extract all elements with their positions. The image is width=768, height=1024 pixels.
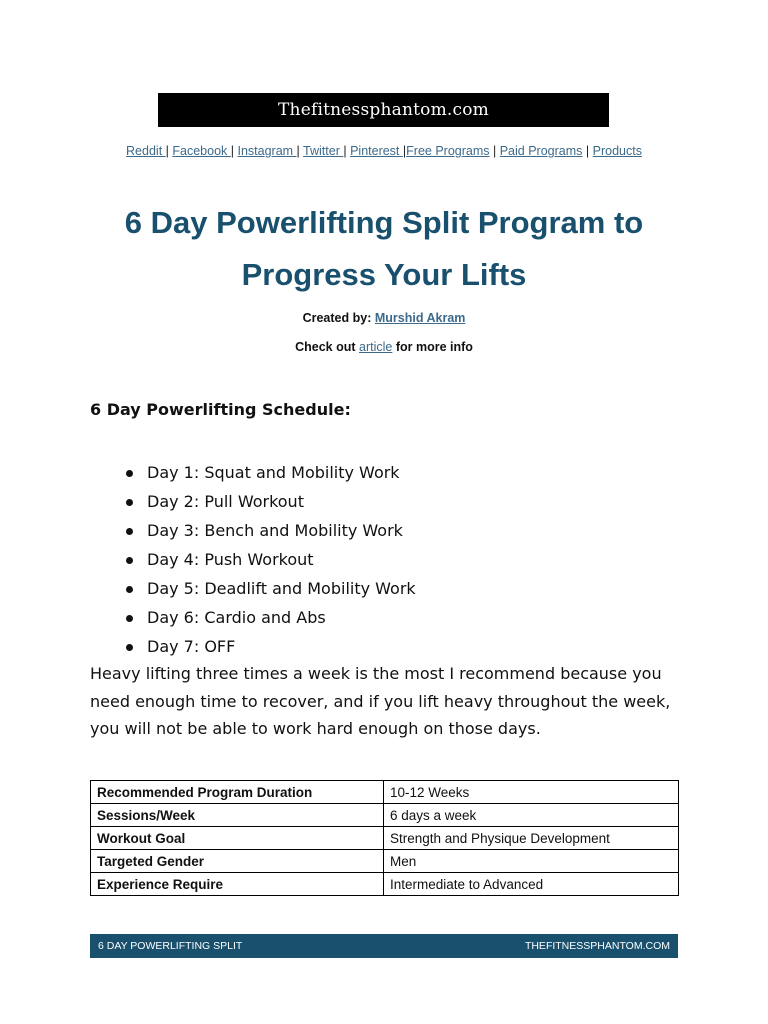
schedule-heading: 6 Day Powerlifting Schedule:: [90, 400, 351, 419]
list-item: [90, 605, 416, 634]
link-separator: |: [585, 144, 590, 158]
site-banner: [158, 93, 609, 127]
schedule-list: [90, 460, 416, 663]
list-item: [90, 518, 416, 547]
article-line: [0, 340, 768, 354]
link-separator: |: [165, 144, 169, 158]
list-item-text: Day 5: Deadlift and Mobility Work: [147, 579, 416, 598]
list-item-text: Day 7: OFF: [147, 637, 236, 656]
link-separator: |: [230, 144, 234, 158]
link-twitter[interactable]: Twitter: [303, 144, 344, 158]
list-item: [90, 547, 416, 576]
link-separator: |: [296, 144, 300, 158]
table-cell-value: Men: [384, 850, 679, 873]
social-links-bar: [0, 144, 768, 158]
article-link[interactable]: article: [359, 340, 393, 354]
table-cell-key: Targeted Gender: [91, 850, 384, 873]
list-item-text: Day 1: Squat and Mobility Work: [147, 463, 400, 482]
article-prefix: Check out: [295, 340, 356, 354]
table-row: [91, 804, 679, 827]
list-item-text: Day 6: Cardio and Abs: [147, 608, 326, 627]
body-paragraph: Heavy lifting three times a week is the most I recommend because you need enough time to recover, and if you lift heavy throughout the week, you will not be able to work hard enough on those days.: [90, 664, 671, 738]
program-info-table: [90, 780, 679, 896]
table-cell-value: 6 days a week: [384, 804, 679, 827]
page-title-line-2: Progress Your Lifts: [241, 257, 527, 292]
bullet-icon: [126, 470, 133, 477]
author-label: Created by:: [302, 311, 372, 325]
article-suffix: for more info: [395, 340, 473, 354]
table-cell-key: Sessions/Week: [91, 804, 384, 827]
table-row: [91, 781, 679, 804]
bullet-icon: [126, 644, 133, 651]
table-cell-key: Recommended Program Duration: [91, 781, 384, 804]
page-title-line-1: 6 Day Powerlifting Split Program to: [124, 205, 644, 240]
table-cell-value: 10-12 Weeks: [384, 781, 679, 804]
list-item-text: Day 3: Bench and Mobility Work: [147, 521, 403, 540]
link-instagram[interactable]: Instagram: [237, 144, 297, 158]
list-item: [90, 489, 416, 518]
link-free-programs[interactable]: Free Programs: [406, 144, 490, 158]
link-separator: |: [343, 144, 347, 158]
link-paid-programs[interactable]: Paid Programs: [499, 144, 583, 158]
list-item-text: Day 2: Pull Workout: [147, 492, 304, 511]
author-link[interactable]: Murshid Akram: [374, 311, 466, 325]
link-pinterest[interactable]: Pinterest: [350, 144, 403, 158]
link-facebook[interactable]: Facebook: [172, 144, 231, 158]
page-footer: [90, 934, 678, 958]
table-cell-key: Experience Require: [91, 873, 384, 896]
bullet-icon: [126, 499, 133, 506]
bullet-icon: [126, 586, 133, 593]
author-line: [0, 311, 768, 325]
table-cell-value: Intermediate to Advanced: [384, 873, 679, 896]
list-item-text: Day 4: Push Workout: [147, 550, 314, 569]
bullet-icon: [126, 557, 133, 564]
list-item: [90, 576, 416, 605]
table-cell-value: Strength and Physique Development: [384, 827, 679, 850]
site-banner-text: Thefitnessphantom.com: [278, 100, 489, 120]
link-separator: |: [492, 144, 497, 158]
footer-right-text: THEFITNESSPHANTOM.COM: [524, 940, 670, 952]
footer-left-text: 6 DAY POWERLIFTING SPLIT: [98, 940, 243, 952]
bullet-icon: [126, 615, 133, 622]
link-reddit[interactable]: Reddit: [126, 144, 166, 158]
bullet-icon: [126, 528, 133, 535]
link-products[interactable]: Products: [592, 144, 642, 158]
table-row: [91, 850, 679, 873]
table-row: [91, 827, 679, 850]
page-title: [60, 197, 708, 301]
table-cell-key: Workout Goal: [91, 827, 384, 850]
table-row: [91, 873, 679, 896]
link-separator: |: [402, 144, 407, 158]
list-item: [90, 634, 416, 663]
list-item: [90, 460, 416, 489]
